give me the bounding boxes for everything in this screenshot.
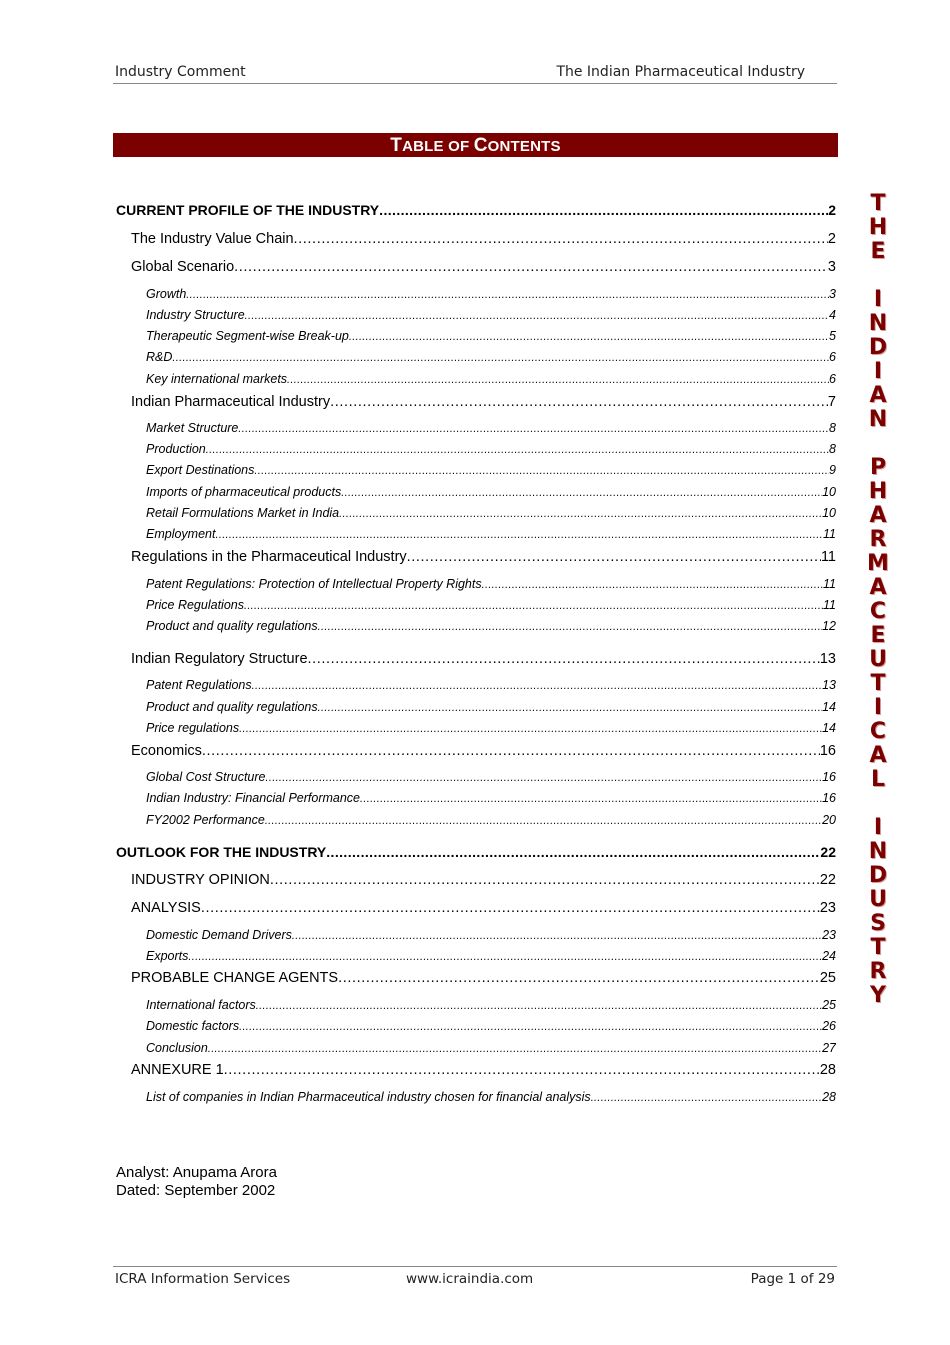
toc-entry-text: Indian Industry: Financial Performance <box>146 791 360 805</box>
toc-entry-page: 11 <box>823 527 836 541</box>
toc-entry-page: 10 <box>822 485 836 499</box>
side-letter: A <box>869 503 887 528</box>
toc-entry-text: International factors <box>146 998 256 1012</box>
toc-entry-page: 16 <box>819 743 836 759</box>
toc-entry-text: Global Cost Structure <box>146 770 266 784</box>
toc-leader <box>206 444 829 456</box>
toc-entry[interactable] <box>146 527 836 541</box>
report-date: Dated: September 2002 <box>116 1182 276 1199</box>
toc-entry-page: 9 <box>829 463 836 477</box>
header-right: The Indian Pharmaceutical Industry <box>556 64 805 80</box>
side-letter: N <box>868 839 888 864</box>
toc-entry[interactable] <box>131 651 836 667</box>
toc-entry[interactable] <box>146 308 836 322</box>
toc-leader <box>215 529 823 541</box>
toc-leader <box>239 1021 822 1033</box>
toc-entry-page: 2 <box>828 202 836 218</box>
side-letter <box>866 792 890 816</box>
toc-entry-text: Patent Regulations: Protection of Intellectual Property Rights <box>146 577 482 591</box>
side-letter: A <box>869 575 887 600</box>
toc-entry-page: 28 <box>819 1062 836 1078</box>
toc-leader <box>252 680 822 692</box>
toc-leader <box>308 651 820 667</box>
side-letter: U <box>869 647 887 672</box>
toc-entry-page: 25 <box>822 998 836 1012</box>
side-letter: U <box>869 887 887 912</box>
toc-entry-page: 28 <box>822 1090 836 1104</box>
side-letter: A <box>869 743 887 768</box>
toc-entry-text: Exports <box>146 949 189 963</box>
toc-entry[interactable] <box>131 394 836 410</box>
toc-entry-text: ANNEXURE 1 <box>131 1062 224 1078</box>
side-letter: P <box>869 455 887 480</box>
toc-entry[interactable] <box>146 770 836 784</box>
toc-entry-text: Retail Formulations Market in India <box>146 506 340 520</box>
side-letter: L <box>870 767 886 792</box>
side-letter: D <box>868 863 888 888</box>
side-letter: E <box>870 623 886 648</box>
toc-entry-page: 2 <box>827 231 836 247</box>
banner-t2: ABLE OF <box>402 138 474 155</box>
toc-entry-text: Market Structure <box>146 421 239 435</box>
toc-entry-text: Export Destinations <box>146 463 255 477</box>
toc-leader <box>245 310 829 322</box>
side-letter: D <box>868 335 888 360</box>
toc-entry[interactable] <box>131 1062 836 1078</box>
side-letter: I <box>873 695 883 720</box>
toc-entry-page: 8 <box>829 421 836 435</box>
toc-entry-page: 10 <box>822 506 836 520</box>
toc-entry-page: 22 <box>819 872 836 888</box>
toc-entry-text: OUTLOOK FOR THE INDUSTRY <box>116 844 327 860</box>
toc-entry[interactable] <box>146 350 836 364</box>
side-letter: M <box>867 551 889 576</box>
toc-entry-text: Growth <box>146 287 187 301</box>
toc-entry-text: List of companies in Indian Pharmaceutical industry chosen for financial analysis <box>146 1090 591 1104</box>
toc-entry-text: Indian Regulatory Structure <box>131 651 308 667</box>
toc-leader <box>326 844 820 860</box>
toc-entry-text: Regulations in the Pharmaceutical Industry <box>131 549 407 565</box>
toc-entry-text: Product and quality regulations <box>146 700 318 714</box>
toc-entry[interactable] <box>146 421 836 435</box>
toc-entry-text: ANALYSIS <box>131 900 201 916</box>
toc-leader <box>224 1062 820 1078</box>
toc-leader <box>244 600 823 612</box>
page-number: Page 1 of 29 <box>750 1271 835 1287</box>
side-letter: C <box>869 719 887 744</box>
toc-entry-page: 3 <box>827 259 836 275</box>
toc-leader <box>591 1092 822 1104</box>
toc-entry[interactable] <box>146 721 836 735</box>
toc-entry-page: 16 <box>822 770 836 784</box>
side-letter: I <box>873 287 883 312</box>
toc-entry[interactable] <box>146 1041 836 1055</box>
analyst-name: Analyst: Anupama Arora <box>116 1164 277 1181</box>
toc-entry-text: Economics <box>131 743 202 759</box>
toc-entry-page: 14 <box>822 700 836 714</box>
toc-entry-page: 14 <box>822 721 836 735</box>
toc-entry-page: 23 <box>822 928 836 942</box>
footer-left: ICRA Information Services <box>115 1271 291 1287</box>
side-letter: E <box>870 239 886 264</box>
toc-entry[interactable] <box>146 287 836 301</box>
toc-leader <box>482 579 823 591</box>
toc-entry[interactable] <box>146 791 836 805</box>
toc-leader <box>287 374 829 386</box>
toc-entry-page: 6 <box>829 372 836 386</box>
page-footer <box>113 1266 837 1289</box>
toc-entry-page: 26 <box>822 1019 836 1033</box>
toc-entry[interactable] <box>131 900 836 916</box>
toc-entry-text: The Industry Value Chain <box>131 231 294 247</box>
toc-entry[interactable] <box>146 442 836 456</box>
toc-entry[interactable] <box>146 619 836 633</box>
toc-entry-text: Imports of pharmaceutical products <box>146 485 342 499</box>
toc-leader <box>238 423 829 435</box>
toc-entry-page: 11 <box>823 598 836 612</box>
toc-leader <box>294 231 828 247</box>
toc-entry[interactable] <box>146 928 836 942</box>
toc-leader <box>201 900 820 916</box>
toc-leader <box>379 202 828 218</box>
toc-entry[interactable] <box>146 1090 836 1104</box>
page-header <box>113 63 837 84</box>
toc-entry-text: Price regulations <box>146 721 240 735</box>
toc-banner <box>113 133 838 157</box>
side-letter <box>866 432 890 456</box>
toc-leader <box>256 1000 822 1012</box>
toc-entry-page: 20 <box>822 813 836 827</box>
toc-leader <box>341 487 822 499</box>
toc-entry[interactable] <box>131 872 836 888</box>
toc-entry-text: Industry Structure <box>146 308 245 322</box>
side-title <box>866 192 890 1008</box>
toc-entry-page: 11 <box>820 549 836 565</box>
toc-entry-text: Price Regulations <box>146 598 244 612</box>
header-left: Industry Comment <box>115 64 246 80</box>
toc-entry-text: INDUSTRY OPINION <box>131 872 270 888</box>
side-letter: I <box>873 815 883 840</box>
toc-entry[interactable] <box>146 485 836 499</box>
banner-c2: ONTENTS <box>487 138 561 155</box>
toc-entry-page: 27 <box>822 1041 836 1055</box>
toc-entry-page: 22 <box>820 844 836 860</box>
toc-leader <box>360 793 822 805</box>
toc-leader <box>330 394 828 410</box>
toc-entry-text: Conclusion <box>146 1041 208 1055</box>
side-letter: A <box>869 383 887 408</box>
toc-entry-text: Domestic factors <box>146 1019 240 1033</box>
toc-entry[interactable] <box>146 329 836 343</box>
toc-entry-text: Product and quality regulations <box>146 619 318 633</box>
toc-entry[interactable] <box>146 998 836 1012</box>
toc-entry-text: Employment <box>146 527 216 541</box>
toc-entry[interactable] <box>146 700 836 714</box>
toc-leader <box>266 772 823 784</box>
toc-entry[interactable] <box>146 506 836 520</box>
toc-entry-page: 12 <box>822 619 836 633</box>
toc-entry-text: R&D <box>146 350 173 364</box>
side-letter <box>866 264 890 288</box>
toc-entry[interactable] <box>146 1019 836 1033</box>
toc-leader <box>208 1043 822 1055</box>
toc-entry-page: 7 <box>827 394 836 410</box>
toc-entry-text: Key international markets <box>146 372 288 386</box>
toc-entry-page: 25 <box>819 970 836 986</box>
toc-leader <box>186 289 829 301</box>
toc-entry-page: 11 <box>823 577 836 591</box>
toc-entry[interactable] <box>131 743 836 759</box>
toc-leader <box>234 259 828 275</box>
toc-entry-text: CURRENT PROFILE OF THE INDUSTRY <box>116 202 380 218</box>
footer-url[interactable]: www.icraindia.com <box>406 1271 534 1287</box>
toc-entry[interactable] <box>146 949 836 963</box>
side-letter: H <box>868 479 888 504</box>
toc-entry[interactable] <box>146 577 836 591</box>
toc-leader <box>338 970 820 986</box>
toc-leader <box>239 723 822 735</box>
side-letter: C <box>869 599 887 624</box>
side-letter: N <box>868 311 888 336</box>
side-letter: Y <box>870 983 886 1008</box>
analyst-info <box>116 1164 277 1200</box>
side-letter: S <box>870 911 886 936</box>
side-letter: T <box>870 191 886 216</box>
toc-leader <box>270 872 820 888</box>
toc-entry-page: 3 <box>829 287 836 301</box>
toc-entry[interactable] <box>131 549 836 565</box>
toc-entry-text: Global Scenario <box>131 259 235 275</box>
toc-leader <box>172 352 829 364</box>
side-letter: N <box>868 407 888 432</box>
side-letter: R <box>869 959 887 984</box>
toc-entry[interactable] <box>131 970 836 986</box>
toc-entry-page: 16 <box>822 791 836 805</box>
toc-entry-page: 13 <box>819 651 836 667</box>
toc-entry-text: Therapeutic Segment-wise Break-up <box>146 329 349 343</box>
toc-entry-text: Patent Regulations <box>146 678 252 692</box>
toc-leader <box>254 465 829 477</box>
toc-entry-page: 13 <box>822 678 836 692</box>
toc-leader <box>202 743 820 759</box>
toc-leader <box>349 331 829 343</box>
toc-entry-text: FY2002 Performance <box>146 813 265 827</box>
toc-entry-page: 5 <box>829 329 836 343</box>
toc-entry-text: PROBABLE CHANGE AGENTS <box>131 970 339 986</box>
side-letter: I <box>873 359 883 384</box>
banner-t1: T <box>390 135 403 156</box>
toc-leader <box>339 508 822 520</box>
toc-entry[interactable] <box>131 231 836 247</box>
toc-leader <box>188 951 822 963</box>
toc-entry[interactable] <box>146 463 836 477</box>
toc-entry[interactable] <box>131 259 836 275</box>
toc-entry[interactable] <box>116 202 836 218</box>
banner-c1: C <box>473 135 488 156</box>
toc-leader <box>292 930 822 942</box>
toc-entry[interactable] <box>146 813 836 827</box>
toc-entry[interactable] <box>116 844 836 860</box>
toc-leader <box>407 549 821 565</box>
toc-entry-text: Indian Pharmaceutical Industry <box>131 394 331 410</box>
toc-leader <box>265 815 822 827</box>
toc-leader <box>318 621 822 633</box>
side-letter: H <box>868 215 888 240</box>
toc-entry-page: 23 <box>819 900 836 916</box>
toc-entry-page: 6 <box>829 350 836 364</box>
toc-leader <box>318 702 822 714</box>
toc-entry-page: 24 <box>822 949 836 963</box>
toc-entry[interactable] <box>146 678 836 692</box>
toc-entry-page: 4 <box>829 308 836 322</box>
toc-entry-page: 8 <box>829 442 836 456</box>
toc-entry[interactable] <box>146 598 836 612</box>
side-letter: T <box>870 935 886 960</box>
toc-entry[interactable] <box>146 372 836 386</box>
side-letter: R <box>869 527 887 552</box>
toc-entry-text: Production <box>146 442 206 456</box>
toc-entry-text: Domestic Demand Drivers <box>146 928 292 942</box>
side-letter: T <box>870 671 886 696</box>
